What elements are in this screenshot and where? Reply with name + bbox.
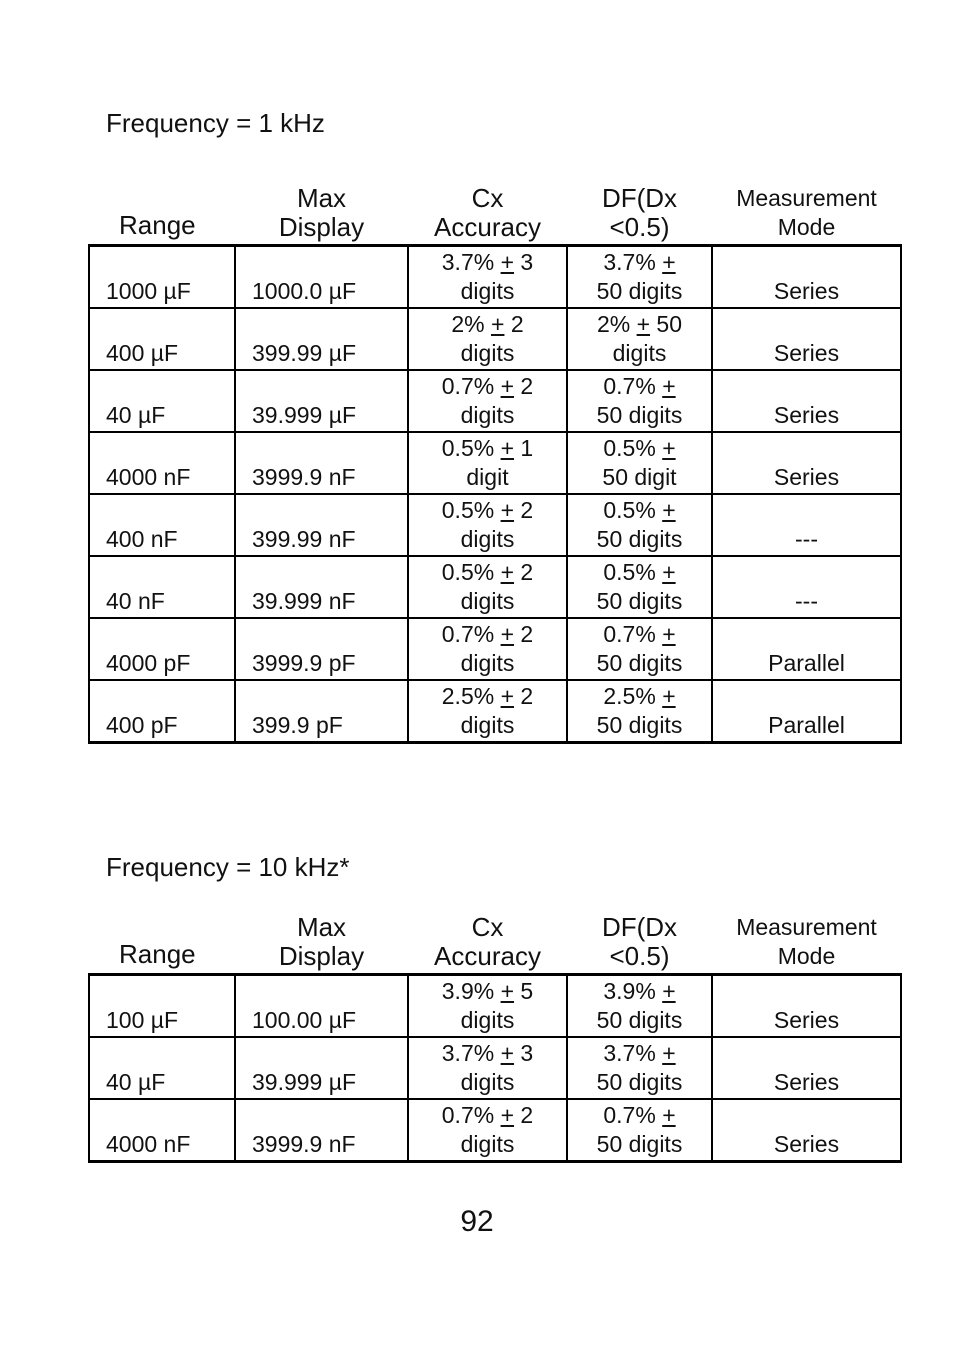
plus-minus-mark: + [500, 559, 515, 585]
header-max-display: Max Display [278, 912, 365, 971]
table-row [89, 370, 901, 432]
cell-measurement-mode: --- [712, 494, 901, 556]
cell-range: 40 µF [89, 370, 235, 432]
header-df: DF(Dx <0.5) [601, 183, 678, 242]
cell-max-display: 39.999 µF [235, 1037, 408, 1099]
cell-cx-accuracy: 3.7% + 3 digits [408, 246, 567, 309]
cell-measurement-mode: Series [712, 1099, 901, 1162]
header-cx-accuracy: Cx Accuracy [434, 912, 541, 971]
cell-cx-accuracy: 0.5% + 2 digits [408, 556, 567, 618]
plus-minus-mark: + [500, 373, 515, 399]
cell-df: 0.7% + 50 digits [567, 370, 712, 432]
plus-minus-mark: + [636, 311, 651, 337]
header-range: Range [119, 210, 196, 240]
section-heading-10khz: Frequency = 10 kHz* [106, 852, 350, 882]
cell-measurement-mode: Series [712, 432, 901, 494]
cell-range: 40 µF [89, 1037, 235, 1099]
cell-df: 3.9% + 50 digits [567, 975, 712, 1038]
cell-range: 400 µF [89, 308, 235, 370]
plus-minus-mark: + [500, 1102, 515, 1128]
cell-max-display: 3999.9 nF [235, 432, 408, 494]
cell-cx-accuracy: 0.7% + 2 digits [408, 618, 567, 680]
table-row [89, 680, 901, 743]
plus-minus-mark: + [662, 373, 676, 399]
cell-max-display: 1000.0 µF [235, 246, 408, 309]
plus-minus-mark: + [491, 311, 505, 337]
header-range: Range [119, 939, 196, 969]
cell-df: 2% + 50 digits [567, 308, 712, 370]
table-row [89, 494, 901, 556]
plus-minus-mark: + [500, 1040, 515, 1066]
cell-range: 40 nF [89, 556, 235, 618]
cell-range: 4000 pF [89, 618, 235, 680]
cell-df: 0.7% + 50 digits [567, 1099, 712, 1162]
table-row [89, 1099, 901, 1162]
plus-minus-mark: + [662, 249, 676, 275]
plus-minus-mark: + [662, 683, 676, 709]
cell-max-display: 3999.9 nF [235, 1099, 408, 1162]
cell-df: 0.5% + 50 digits [567, 556, 712, 618]
cell-range: 400 nF [89, 494, 235, 556]
plus-minus-mark: + [500, 621, 515, 647]
spec-table-10khz [88, 913, 902, 1163]
plus-minus-mark: + [662, 621, 676, 647]
cell-range: 4000 nF [89, 432, 235, 494]
plus-minus-mark: + [500, 497, 515, 523]
page-number: 92 [460, 1205, 494, 1238]
cell-max-display: 39.999 µF [235, 370, 408, 432]
cell-df: 3.7% + 50 digits [567, 246, 712, 309]
plus-minus-mark: + [500, 978, 515, 1004]
header-measurement-mode: Measurement Mode [736, 185, 877, 240]
table-header-row [89, 913, 901, 975]
plus-minus-mark: + [662, 559, 676, 585]
plus-minus-mark: + [662, 497, 676, 523]
cell-range: 100 µF [89, 975, 235, 1038]
cell-range: 4000 nF [89, 1099, 235, 1162]
plus-minus-mark: + [662, 978, 676, 1004]
table-row [89, 556, 901, 618]
header-cx-accuracy: Cx Accuracy [434, 183, 541, 242]
cell-df: 0.5% + 50 digit [567, 432, 712, 494]
cell-max-display: 399.99 nF [235, 494, 408, 556]
cell-measurement-mode: Series [712, 308, 901, 370]
header-measurement-mode: Measurement Mode [736, 914, 877, 969]
cell-df: 2.5% + 50 digits [567, 680, 712, 743]
cell-cx-accuracy: 3.9% + 5 digits [408, 975, 567, 1038]
plus-minus-mark: + [500, 683, 515, 709]
cell-cx-accuracy: 0.5% + 2 digits [408, 494, 567, 556]
cell-df: 3.7% + 50 digits [567, 1037, 712, 1099]
table-row [89, 1037, 901, 1099]
plus-minus-mark: + [500, 435, 515, 461]
cell-measurement-mode: Series [712, 975, 901, 1038]
table-row [89, 308, 901, 370]
table-header-row [89, 184, 901, 246]
cell-measurement-mode: Series [712, 1037, 901, 1099]
cell-measurement-mode: Parallel [712, 680, 901, 743]
cell-cx-accuracy: 0.7% + 2 digits [408, 370, 567, 432]
cell-measurement-mode: Parallel [712, 618, 901, 680]
cell-cx-accuracy: 0.5% + 1 digit [408, 432, 567, 494]
cell-max-display: 3999.9 pF [235, 618, 408, 680]
cell-cx-accuracy: 2.5% + 2 digits [408, 680, 567, 743]
header-max-display: Max Display [278, 183, 365, 242]
cell-cx-accuracy: 3.7% + 3 digits [408, 1037, 567, 1099]
plus-minus-mark: + [662, 1040, 676, 1066]
cell-max-display: 399.99 µF [235, 308, 408, 370]
cell-measurement-mode: Series [712, 246, 901, 309]
cell-cx-accuracy: 0.7% + 2 digits [408, 1099, 567, 1162]
cell-max-display: 39.999 nF [235, 556, 408, 618]
plus-minus-mark: + [662, 1102, 676, 1128]
cell-max-display: 100.00 µF [235, 975, 408, 1038]
table-row [89, 432, 901, 494]
cell-range: 400 pF [89, 680, 235, 743]
cell-df: 0.7% + 50 digits [567, 618, 712, 680]
cell-cx-accuracy: 2% + 2 digits [408, 308, 567, 370]
header-df: DF(Dx <0.5) [601, 912, 678, 971]
section-heading-1khz: Frequency = 1 kHz [106, 108, 325, 138]
plus-minus-mark: + [662, 435, 676, 461]
table-row [89, 618, 901, 680]
spec-table-1khz [88, 184, 902, 744]
plus-minus-mark: + [500, 249, 515, 275]
cell-measurement-mode: Series [712, 370, 901, 432]
table-row [89, 246, 901, 309]
cell-range: 1000 µF [89, 246, 235, 309]
table-row [89, 975, 901, 1038]
cell-max-display: 399.9 pF [235, 680, 408, 743]
cell-measurement-mode: --- [712, 556, 901, 618]
cell-df: 0.5% + 50 digits [567, 494, 712, 556]
